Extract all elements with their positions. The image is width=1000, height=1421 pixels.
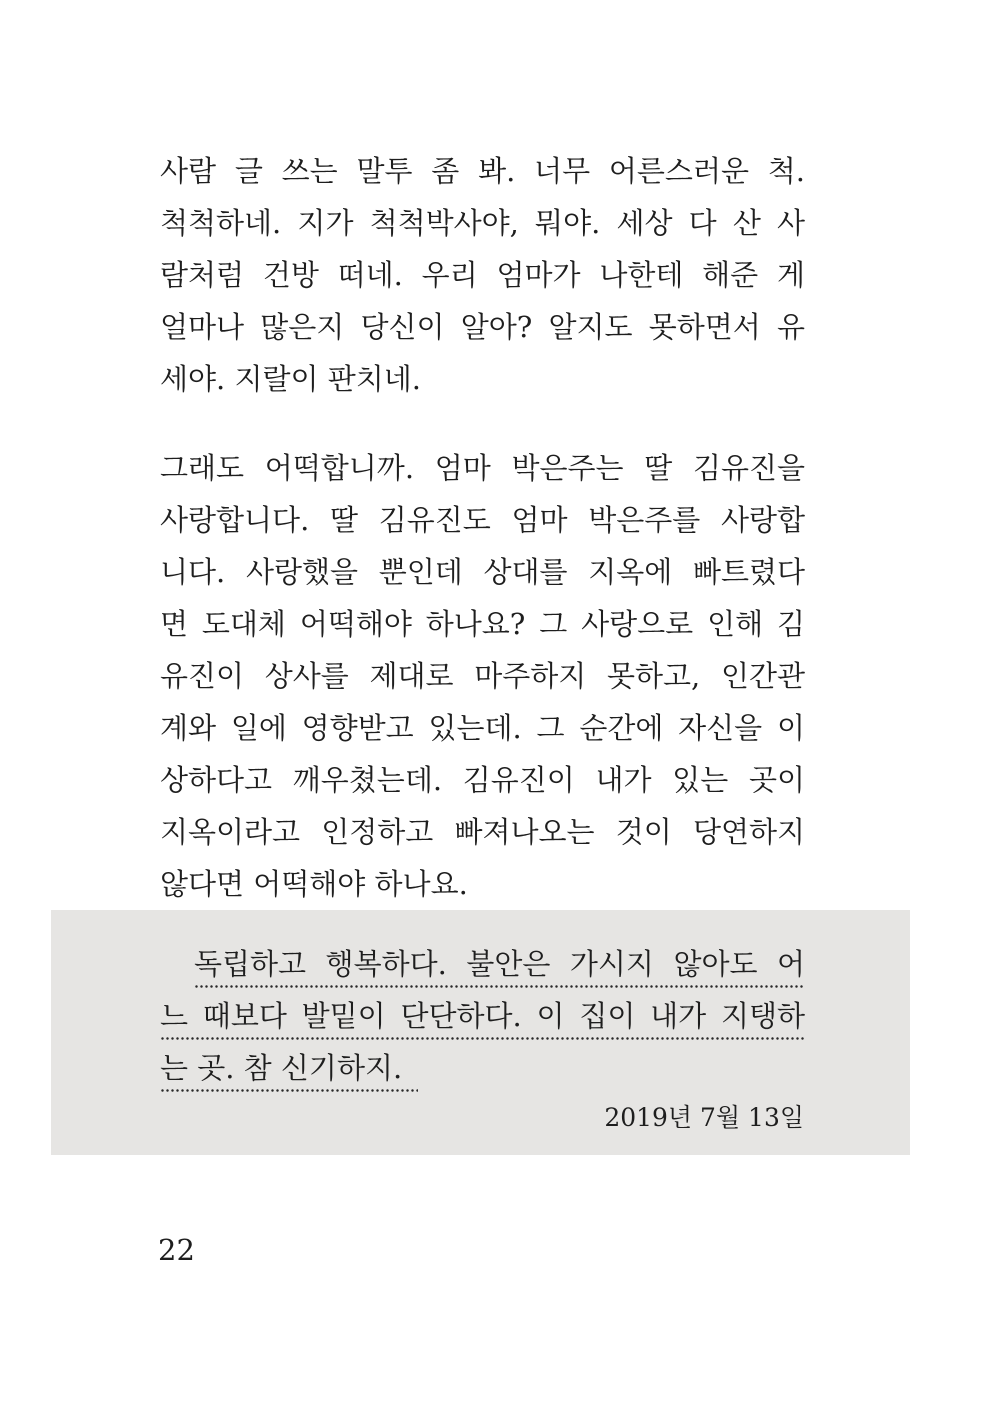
quote-line-text: 느 때보다 발밑이 단단하다. 이 집이 내가 지탱하 [160,999,805,1033]
paragraph-2 [160,442,805,910]
page-number: 22 [158,1233,195,1267]
paragraph-line: 계와 일에 영향받고 있는데. 그 순간에 자신을 이 [160,711,805,745]
quote-line [160,990,805,1042]
paragraph-line: 람처럼 건방 떠네. 우리 엄마가 나한테 해준 게 [160,258,805,292]
quote-line [160,1042,805,1094]
diary-date: 2019년 7월 13일 [604,1103,804,1132]
paragraph-line: 척척하네. 지가 척척박사야, 뭐야. 세상 다 산 사 [160,206,805,240]
paragraph-line: 세야. 지랄이 판치네. [160,362,421,396]
paragraph-line: 유진이 상사를 제대로 마주하지 못하고, 인간관 [160,659,805,693]
quote-line-text: 독립하고 행복하다. 불안은 가시지 않아도 어 [194,947,805,981]
paragraph-1 [160,145,805,405]
diary-quote-box [51,910,910,1155]
quote-line [160,938,805,990]
paragraph-line: 얼마나 많은지 당신이 알아? 알지도 못하면서 유 [160,310,805,344]
paragraph-line: 사랑합니다. 딸 김유진도 엄마 박은주를 사랑합 [160,503,805,537]
dotted-underline [160,1089,418,1092]
paragraph-line: 면 도대체 어떡해야 하나요? 그 사랑으로 인해 김 [160,607,805,641]
dotted-underline [194,985,805,988]
quote-line-text: 는 곳. 참 신기하지. [160,1051,403,1085]
paragraph-line: 상하다고 깨우쳤는데. 김유진이 내가 있는 곳이 [160,763,805,797]
dotted-underline [160,1037,805,1040]
paragraph-line: 않다면 어떡해야 하나요. [160,867,468,901]
paragraph-line: 그래도 어떡합니까. 엄마 박은주는 딸 김유진을 [160,451,805,485]
diary-quote-text [160,938,805,1094]
paragraph-line: 사람 글 쓰는 말투 좀 봐. 너무 어른스러운 척. [160,154,805,188]
paragraph-line: 니다. 사랑했을 뿐인데 상대를 지옥에 빠트렸다 [160,555,805,589]
paragraph-line: 지옥이라고 인정하고 빠져나오는 것이 당연하지 [160,815,805,849]
